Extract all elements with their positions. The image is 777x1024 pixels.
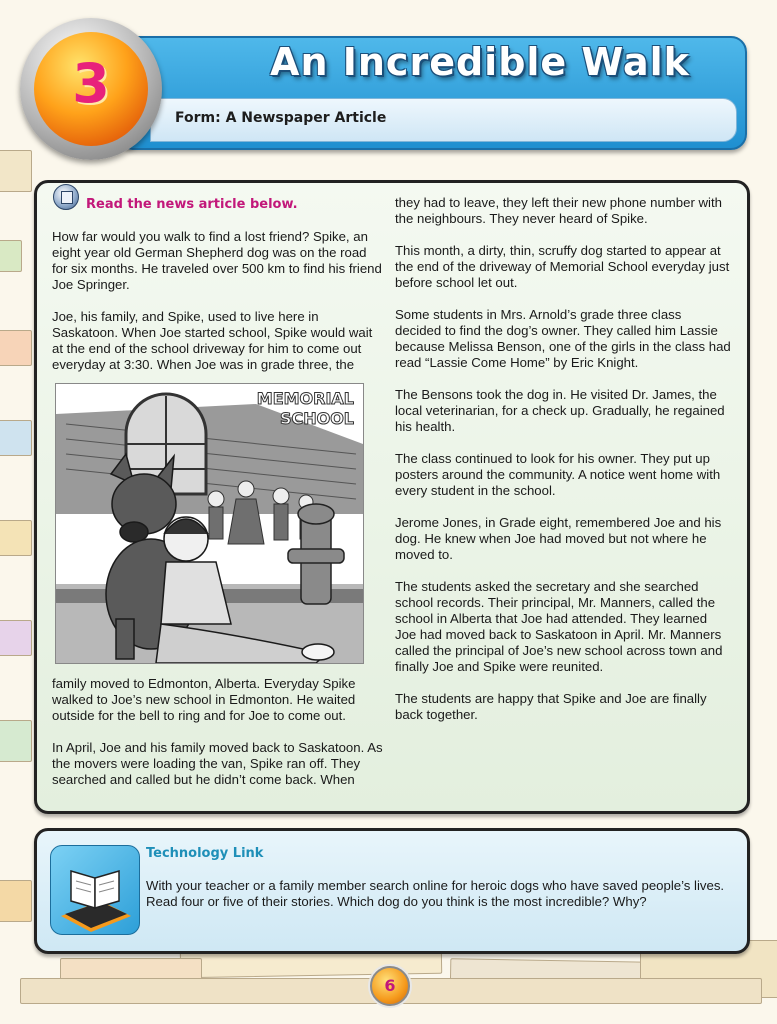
sign-line-1: MEMORIAL <box>256 389 354 408</box>
article-paragraph: In April, Joe and his family moved back to Saskatoon. As the movers were loading the van, Spike ran off. They searched and called but he didn’t come back. When <box>52 740 383 787</box>
article-paragraph: family moved to Edmonton, Alberta. Everyday Spike walked to Joe’s new school in Edmonton. He waited outside for the bell to ring and for Joe to come out. <box>52 676 356 723</box>
book-spine <box>0 150 32 192</box>
article-paragraph: Joe, his family, and Spike, used to live here in Saskatoon. When Joe started school, Spike would wait at the end of the school driveway for him to come out everyday at 3:30. When Joe was in grade three, the <box>52 309 373 372</box>
laptop-book-icon <box>50 845 140 935</box>
form-label: Form: A Newspaper Article <box>175 110 387 126</box>
book-spine <box>0 720 32 762</box>
article-paragraph: they had to leave, they left their new phone number with the neighbours. They never heard of Spike. <box>395 195 722 226</box>
article-column-right <box>395 195 731 739</box>
article-paragraph: Jerome Jones, in Grade eight, remembered Joe and his dog. He knew when Joe had moved but not where he moved to. <box>395 515 722 562</box>
page-number-badge: 6 <box>370 966 410 1006</box>
book-spine <box>0 330 32 366</box>
article-paragraph: The Bensons took the dog in. He visited Dr. James, the local veterinarian, for a check up. Gradually, he regained his health. <box>395 387 725 434</box>
article-paragraph: This month, a dirty, thin, scruffy dog started to appear at the end of the driveway of Memorial School everyday just before school let out. <box>395 243 730 290</box>
technology-link-label: Technology Link <box>146 846 264 861</box>
lesson-number: 3 <box>72 52 110 115</box>
dog-and-girl-drawing <box>56 384 363 663</box>
sign-line-2: SCHOOL <box>279 409 354 428</box>
book-spine <box>0 880 32 922</box>
instruction-label: Read the news article below. <box>86 197 298 212</box>
article-paragraph: The students are happy that Spike and Joe are finally back together. <box>395 691 707 722</box>
book-spine <box>0 420 32 456</box>
technology-link-text: With your teacher or a family member search online for heroic dogs who have saved people’s lives. Read four or five of their stories. Which dog do you think is the most incredible? Why? <box>146 878 725 909</box>
article-column-left-top <box>52 229 384 389</box>
page-title: An Incredible Walk <box>270 40 690 84</box>
article-paragraph: Some students in Mrs. Arnold’s grade three class decided to find the dog’s owner. They called him Lassie because Melissa Benson, one of the girls in the class had read “Lassie Come Home” by Eric Knight. <box>395 307 731 370</box>
article-paragraph: The class continued to look for his owner. They put up posters around the community. A notice went home with every student in the school. <box>395 451 721 498</box>
article-paragraph: How far would you walk to find a lost friend? Spike, an eight year old German Shepherd dog was on the road for six months. He traveled over 500 km to find his friend Joe Springer. <box>52 229 382 292</box>
book-spine <box>0 240 22 272</box>
book-spine <box>0 520 32 556</box>
article-paragraph: The students asked the secretary and she searched school records. Their principal, Mr. Manners, called the school in Alberta that Joe had attended. They learned Joe had moved back to Saskatoon in April. Mr. Manners called the principal of Joe’s new school across town and finally Joe and Spike were reunited. <box>395 579 723 674</box>
book-spine <box>0 620 32 656</box>
article-column-left-bottom <box>52 676 384 804</box>
read-article-icon <box>53 184 79 210</box>
article-illustration <box>55 383 364 664</box>
